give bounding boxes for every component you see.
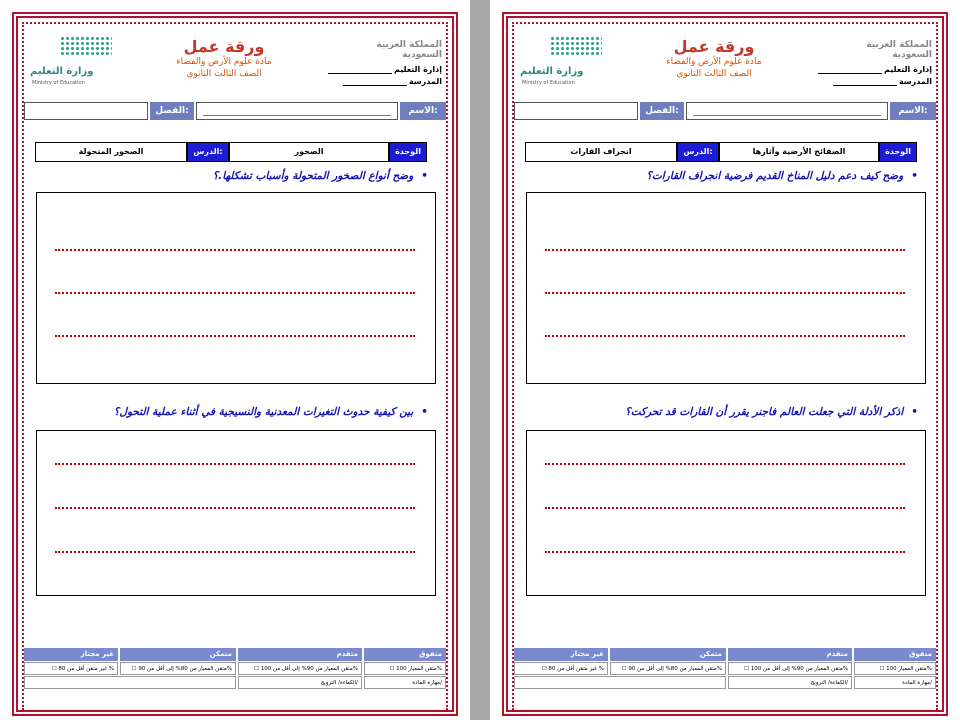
grade-check-excellent[interactable]: ☐ متقن المعيار 100% <box>364 662 446 675</box>
school-input[interactable] <box>833 76 897 86</box>
worksheet-page-left: وزارة التعليم Ministry of Education ورقة عمل مادة علوم الأرض والفضاء الصف الثالث الثانوي المملكة العربية السعودية إدارة التعليم المدرسة الفصل: الاسم: الصخور المتحولة الدرس: الصخور الوحدة •وضح أنواع الصخور المتحولة وأسباب تشكلها.؟ •بين كيفية حدوث التغيرات المعدنية والنسيجية في أثناء عملية التحول؟ غير مجتاز متمكن متقدم متفوق ☐ غير متقن أقل من 80 % ☐ متقن المعيار من 80% إلى أقل من 90% ☐ متقن المعيار من 90% إلى أقل من 100% ☐ متقن المعيار 100% الكفاءة/ الترويج/ مهارة المادة/ <box>0 0 470 720</box>
lesson-value: الصخور المتحولة <box>35 142 187 162</box>
lesson-value: انجراف القارات <box>525 142 677 162</box>
lesson-label: الدرس: <box>187 142 229 162</box>
page-title: ورقة عمل <box>673 37 755 56</box>
answer-box-2[interactable] <box>526 430 926 596</box>
ministry-logo-icon <box>550 36 602 56</box>
question-1: •وضح أنواع الصخور المتحولة وأسباب تشكلها.؟ <box>212 170 428 182</box>
admin-field: إدارة التعليم <box>818 64 932 74</box>
admin-field: إدارة التعليم <box>328 64 442 74</box>
page-header <box>514 32 936 92</box>
class-label: الفصل: <box>640 102 684 120</box>
class-label: الفصل: <box>150 102 194 120</box>
grade-check-fail[interactable]: ☐ غير متقن أقل من 80 % <box>24 662 118 675</box>
class-input[interactable] <box>24 102 148 120</box>
name-input[interactable] <box>196 102 398 120</box>
class-input[interactable] <box>514 102 638 120</box>
school-field: المدرسة <box>343 76 442 86</box>
admin-input[interactable] <box>328 64 392 74</box>
name-label: الاسم: <box>890 102 936 120</box>
unit-row <box>35 142 427 162</box>
answer-box-1[interactable] <box>526 192 926 384</box>
school-input[interactable] <box>343 76 407 86</box>
admin-input[interactable] <box>818 64 882 74</box>
ministry-logo-icon <box>60 36 112 56</box>
ministry-logo: وزارة التعليم Ministry of Education <box>520 36 610 86</box>
unit-value: الصخور <box>229 142 389 162</box>
unit-label: الوحدة <box>879 142 917 162</box>
ministry-logo: وزارة التعليم Ministry of Education <box>30 36 120 86</box>
kingdom-logo: المملكة العربية السعودية <box>376 40 442 60</box>
grade-check-advanced[interactable]: ☐ متقن المعيار من 90% إلى أقل من 100% <box>238 662 362 675</box>
page-header <box>24 32 446 92</box>
answer-box-1[interactable] <box>36 192 436 384</box>
grade-check-advanced[interactable]: ☐ متقن المعيار من 90% إلى أقل من 100% <box>728 662 852 675</box>
name-row <box>514 102 936 122</box>
title-block <box>634 38 794 80</box>
unit-value: الصفائح الأرضية وآثارها <box>719 142 879 162</box>
kingdom-logo: المملكة العربية السعودية <box>866 40 932 60</box>
name-row <box>24 102 446 122</box>
grade-check-fail[interactable]: ☐ غير متقن أقل من 80 % <box>514 662 608 675</box>
question-2: •اذكر الأدلة التي جعلت العالم فاجنر يقرر أن القارات قد تحركت؟ <box>625 406 918 418</box>
unit-row <box>525 142 917 162</box>
name-input[interactable] <box>686 102 888 120</box>
worksheet-page-right: وزارة التعليم Ministry of Education ورقة عمل مادة علوم الأرض والفضاء الصف الثالث الثانوي المملكة العربية السعودية إدارة التعليم المدرسة الفصل: الاسم: انجراف القارات الدرس: الصفائح الأرضية وآثارها الوحدة •وضح كيف دعم دليل المناخ القديم فرضية انجراف القارات؟ •اذكر الأدلة التي جعلت العالم فاجنر يقرر أن القارات قد تحركت؟ غير مجتاز متمكن متقدم متفوق ☐ غير متقن أقل من 80 % ☐ متقن المعيار من 80% إلى أقل من 90% ☐ متقن المعيار من 90% إلى أقل من 100% ☐ متقن المعيار 100% الكفاءة/ الترويج/ مهارة المادة/ <box>490 0 960 720</box>
subject-label: مادة علوم الأرض والفضاء <box>666 57 762 67</box>
lesson-label: الدرس: <box>677 142 719 162</box>
unit-label: الوحدة <box>389 142 427 162</box>
school-field: المدرسة <box>833 76 932 86</box>
subject-label: مادة علوم الأرض والفضاء <box>176 57 272 67</box>
answer-box-2[interactable] <box>36 430 436 596</box>
question-1: •وضح كيف دعم دليل المناخ القديم فرضية انجراف القارات؟ <box>646 170 918 182</box>
grade-label: الصف الثالث الثانوي <box>186 69 262 79</box>
question-2: •بين كيفية حدوث التغيرات المعدنية والنسيجية في أثناء عملية التحول؟ <box>113 406 428 418</box>
grade-label: الصف الثالث الثانوي <box>676 69 752 79</box>
grade-check-competent[interactable]: ☐ متقن المعيار من 80% إلى أقل من 90% <box>610 662 726 675</box>
title-block <box>144 38 304 80</box>
page-title: ورقة عمل <box>183 37 265 56</box>
grade-check-competent[interactable]: ☐ متقن المعيار من 80% إلى أقل من 90% <box>120 662 236 675</box>
grade-check-excellent[interactable]: ☐ متقن المعيار 100% <box>854 662 936 675</box>
name-label: الاسم: <box>400 102 446 120</box>
